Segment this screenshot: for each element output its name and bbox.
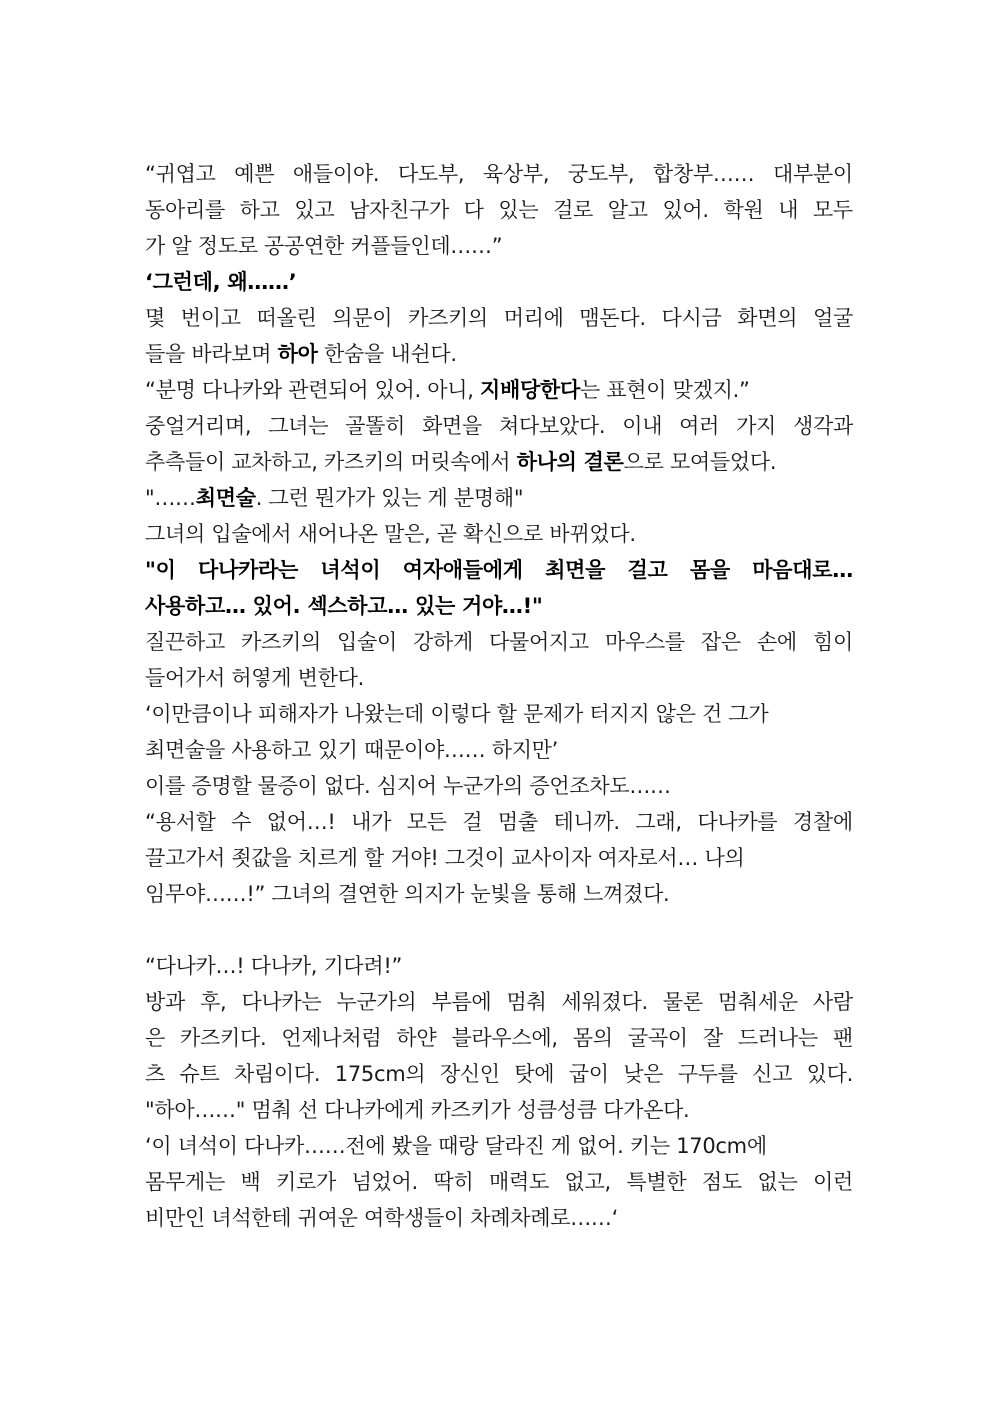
word: 마우스를 <box>604 630 685 654</box>
word: 애들이야. <box>292 162 380 186</box>
word: 물론 <box>662 990 703 1014</box>
word: 강하게 <box>412 630 473 654</box>
text-line-13: 사용하고… 있어. 섹스하고… 있는 거야…!" <box>145 594 543 618</box>
word: 육상부, <box>482 162 550 186</box>
word: 모두 <box>812 198 853 222</box>
text-line-14 <box>145 624 853 660</box>
text-line-27: ‘이 녀석이 다나카……전에 봤을 때랑 달라진 게 없어. 키는 170cm에 <box>145 1134 767 1158</box>
text-line-12 <box>145 552 853 588</box>
word: 없어…! <box>266 810 336 834</box>
text-line-22: “다나카…! 다나카, 기다려!” <box>145 954 403 978</box>
word: 다나카를 <box>697 810 778 834</box>
word: 백 <box>240 1170 261 1194</box>
word: 중얼거리며, <box>145 414 252 438</box>
word: 다나카는 <box>241 990 322 1014</box>
text-emphasis: 최면술 <box>195 486 256 510</box>
word: 머리에 <box>503 306 564 330</box>
word: 걸로 <box>553 198 594 222</box>
word: 이런 <box>812 1170 853 1194</box>
word: 낮은 <box>623 1062 664 1086</box>
word: 매력도 <box>488 1170 549 1194</box>
text-plain: 추측들이 교차하고, 카즈키의 머릿속에서 <box>145 450 517 474</box>
text-line-11: 그녀의 입술에서 새어나온 말은, 곧 확신으로 바뀌었다. <box>145 522 636 546</box>
word: 방과 <box>145 990 185 1014</box>
word: “용서할 <box>145 810 216 834</box>
word: 걸 <box>462 810 483 834</box>
word: 딱히 <box>433 1170 474 1194</box>
word: 의문이 <box>332 306 393 330</box>
word: 은 <box>145 1026 165 1050</box>
text-line-3: 가 알 정도로 공공연한 커플들인데……” <box>145 234 503 258</box>
word: 카즈키의 <box>407 306 488 330</box>
word: 세워졌다. <box>561 990 648 1014</box>
word: 특별한 <box>626 1170 687 1194</box>
word: 생각과 <box>792 414 853 438</box>
word: 화면의 <box>737 306 798 330</box>
word: "이 <box>145 558 176 582</box>
word: 언제나처럼 <box>281 1026 382 1050</box>
word: 경찰에 <box>792 810 853 834</box>
word: 누군가의 <box>336 990 417 1014</box>
word: 다나카라는 <box>198 558 298 582</box>
text-line-29: 비만인 녀석한테 귀여운 여학생들이 차례차례로……‘ <box>145 1206 618 1230</box>
word: 대부분이 <box>772 162 853 186</box>
word: 쳐다보았다. <box>498 414 606 438</box>
word: 모든 <box>406 810 447 834</box>
text-line-24 <box>145 1020 853 1056</box>
text-line-20: 끌고가서 죗값을 치르게 할 거야! 그것이 교사이자 여자로서… 나의 <box>145 846 745 870</box>
word: 멈춰세운 <box>717 990 798 1014</box>
word: 다 <box>463 198 484 222</box>
word: 녀석이 <box>320 558 381 582</box>
word: 없는 <box>757 1170 798 1194</box>
document-body <box>145 156 853 1236</box>
word: 화면을 <box>422 414 483 438</box>
word: 다물어지고 <box>488 630 589 654</box>
text-plain: “분명 다나카와 관련되어 있어. 아니, <box>145 378 481 402</box>
word: 사람 <box>812 990 853 1014</box>
text-line-23 <box>145 984 853 1020</box>
word: 굽이 <box>568 1062 609 1086</box>
text-line-21: 임무야……!” 그녀의 결연한 의지가 눈빛을 통해 느껴졌다. <box>145 882 670 906</box>
word: 잘 <box>702 1026 723 1050</box>
word: 몸의 <box>572 1026 613 1050</box>
word: 입술이 <box>336 630 397 654</box>
word: 팬 <box>832 1026 853 1050</box>
word: 맴돈다. <box>579 306 646 330</box>
word: 그녀는 <box>268 414 329 438</box>
word: 175cm의 <box>334 1062 426 1086</box>
word: 그래, <box>635 810 682 834</box>
word: 합창부…… <box>652 162 755 186</box>
text-emphasis: 지배당한다 <box>480 378 580 402</box>
word: 카즈키다. <box>180 1026 267 1050</box>
paragraph-gap <box>145 912 853 948</box>
word: 여자애들에게 <box>402 558 523 582</box>
word: 얼굴 <box>813 306 853 330</box>
word: 없고, <box>564 1170 611 1194</box>
text-line-2 <box>145 192 853 228</box>
word: 다시금 <box>661 306 722 330</box>
word: 예쁜 <box>234 162 275 186</box>
word: 수 <box>231 810 252 834</box>
word: 후, <box>200 990 227 1014</box>
text-plain: 들을 바라보며 <box>145 342 278 366</box>
word: 있고 <box>294 198 335 222</box>
word: 가지 <box>736 414 777 438</box>
word: 테니까. <box>553 810 620 834</box>
text-line-5 <box>145 300 853 336</box>
word: 슈트 <box>179 1062 220 1086</box>
word: 구두를 <box>677 1062 738 1086</box>
word: 하고 <box>239 198 280 222</box>
word: 카즈키의 <box>240 630 321 654</box>
text-line-26: "하아……" 멈춰 선 다나카에게 카즈키가 성큼성큼 다가온다. <box>145 1098 690 1122</box>
text-line-4: ‘그런데, 왜……’ <box>145 270 297 294</box>
word: 이내 <box>622 414 663 438</box>
word: 있는 <box>498 198 539 222</box>
text-emphasis: 하나의 결론 <box>516 450 624 474</box>
text-plain: 한숨을 내쉰다. <box>317 342 457 366</box>
text-line-17: 최면술을 사용하고 있기 때문이야…… 하지만’ <box>145 738 559 762</box>
word: 내 <box>778 198 799 222</box>
word: 마음대로… <box>752 558 853 582</box>
text-line-16: ‘이만큼이나 피해자가 나왔는데 이렇다 할 문제가 터지지 않은 건 그가 <box>145 702 769 726</box>
text-plain: 는 표현이 맞겠지.” <box>579 378 750 402</box>
text-line-9 <box>145 444 853 480</box>
text-plain: "…… <box>145 486 196 510</box>
word: 드러나는 <box>737 1026 818 1050</box>
word: 걸고 <box>627 558 668 582</box>
text-plain: . 그런 뭔가가 있는 게 분명해" <box>255 486 524 510</box>
word: 탓에 <box>514 1062 555 1086</box>
text-line-6 <box>145 336 853 372</box>
word: 몸무게는 <box>145 1170 225 1194</box>
text-line-15: 들어가서 허옇게 변한다. <box>145 666 364 690</box>
text-line-10 <box>145 480 853 516</box>
word: 손에 <box>756 630 797 654</box>
word: 몇 <box>145 306 165 330</box>
word: 내가 <box>351 810 392 834</box>
text-line-7 <box>145 372 853 408</box>
word: 하얀 <box>396 1026 437 1050</box>
word: 점도 <box>701 1170 742 1194</box>
text-line-1 <box>145 156 853 192</box>
word: 궁도부, <box>567 162 635 186</box>
word: 츠 <box>145 1062 165 1086</box>
text-emphasis: 하아 <box>277 342 318 366</box>
word: 장신인 <box>439 1062 500 1086</box>
word: 있어. <box>662 198 709 222</box>
word: 넘었어. <box>351 1170 418 1194</box>
word: “귀엽고 <box>145 162 216 186</box>
word: 남자친구가 <box>349 198 449 222</box>
word: 있다. <box>806 1062 853 1086</box>
text-line-28 <box>145 1164 853 1200</box>
word: 몸을 <box>689 558 730 582</box>
word: 블라우스에, <box>451 1026 558 1050</box>
word: 부름에 <box>431 990 492 1014</box>
word: 잡은 <box>700 630 741 654</box>
word: 키로가 <box>276 1170 337 1194</box>
word: 여러 <box>679 414 720 438</box>
text-line-18: 이를 증명할 물증이 없다. 심지어 누군가의 증언조차도…… <box>145 774 671 798</box>
word: 다도부, <box>397 162 465 186</box>
word: 동아리를 <box>145 198 225 222</box>
word: 질끈하고 <box>145 630 225 654</box>
text-line-19 <box>145 804 853 840</box>
word: 굴곡이 <box>627 1026 688 1050</box>
word: 골똘히 <box>345 414 406 438</box>
word: 학원 <box>723 198 764 222</box>
word: 멈춰 <box>506 990 547 1014</box>
word: 알고 <box>607 198 648 222</box>
text-line-8 <box>145 408 853 444</box>
word: 신고 <box>752 1062 793 1086</box>
word: 최면을 <box>545 558 606 582</box>
text-plain: 으로 모여들었다. <box>623 450 777 474</box>
text-line-25 <box>145 1056 853 1092</box>
word: 떠올린 <box>256 306 317 330</box>
word: 번이고 <box>180 306 241 330</box>
word: 힘이 <box>812 630 853 654</box>
word: 멈출 <box>497 810 538 834</box>
word: 차림이다. <box>233 1062 321 1086</box>
